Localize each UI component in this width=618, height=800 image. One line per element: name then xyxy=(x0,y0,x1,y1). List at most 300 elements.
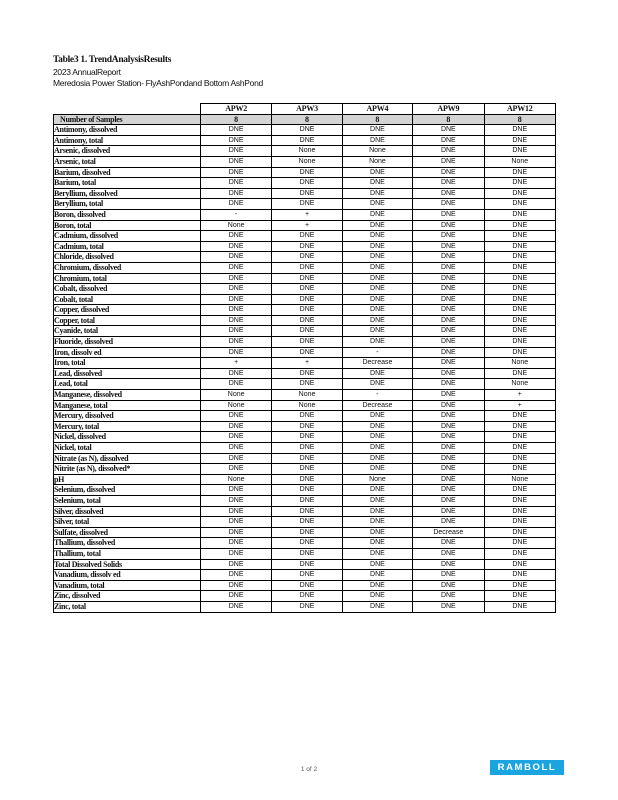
trend-result-cell: DNE xyxy=(200,432,271,443)
trend-result-cell: DNE xyxy=(413,421,484,432)
trend-result-cell: DNE xyxy=(200,411,271,422)
trend-result-cell: Decrease xyxy=(413,527,484,538)
trend-result-cell: DNE xyxy=(200,146,271,157)
trend-result-cell: DNE xyxy=(413,390,484,401)
parameter-label: Selenium, total xyxy=(54,495,201,506)
trend-result-cell: DNE xyxy=(342,506,412,517)
table-row xyxy=(54,241,556,252)
parameter-label: Lead, dissolved xyxy=(54,368,201,379)
table-row xyxy=(54,527,556,538)
trend-result-cell: DNE xyxy=(200,517,271,528)
parameter-label: Boron, dissolved xyxy=(54,209,201,220)
trend-result-cell: DNE xyxy=(200,453,271,464)
trend-result-cell: None xyxy=(200,390,271,401)
trend-result-cell: DNE xyxy=(342,368,412,379)
document-header xyxy=(53,55,263,90)
parameter-label: Beryllium, dissolved xyxy=(54,188,201,199)
table-row xyxy=(54,156,556,167)
trend-result-cell: DNE xyxy=(200,601,271,612)
trend-result-cell: None xyxy=(200,474,271,485)
trend-result-cell: DNE xyxy=(272,231,342,242)
trend-result-cell: DNE xyxy=(484,284,555,295)
trend-result-cell: DNE xyxy=(272,273,342,284)
trend-result-cell: DNE xyxy=(413,559,484,570)
table-row xyxy=(54,178,556,189)
trend-result-cell: DNE xyxy=(484,294,555,305)
well-header: APW2 xyxy=(200,104,271,115)
trend-result-cell: DNE xyxy=(342,548,412,559)
parameter-label: Iron, total xyxy=(54,358,201,369)
parameter-label: Nitrite (as N), dissolved* xyxy=(54,464,201,475)
trend-result-cell: DNE xyxy=(342,209,412,220)
trend-result-cell: DNE xyxy=(484,570,555,581)
trend-result-cell: DNE xyxy=(272,591,342,602)
trend-result-cell: DNE xyxy=(272,199,342,210)
trend-result-cell: DNE xyxy=(272,135,342,146)
trend-result-cell: DNE xyxy=(413,252,484,263)
parameter-label: Antimony, total xyxy=(54,135,201,146)
trend-result-cell: DNE xyxy=(484,135,555,146)
trend-result-cell: DNE xyxy=(272,411,342,422)
parameter-label: Chromium, total xyxy=(54,273,201,284)
trend-result-cell: DNE xyxy=(413,315,484,326)
trend-result-cell: DNE xyxy=(200,443,271,454)
trend-result-cell: DNE xyxy=(413,262,484,273)
trend-result-cell: DNE xyxy=(413,538,484,549)
parameter-label: Barium, dissolved xyxy=(54,167,201,178)
trend-result-cell: DNE xyxy=(200,548,271,559)
table-row xyxy=(54,570,556,581)
table-row xyxy=(54,474,556,485)
trend-result-cell: DNE xyxy=(413,220,484,231)
parameter-label: Selenium, dissolved xyxy=(54,485,201,496)
trend-result-cell: None xyxy=(484,156,555,167)
trend-result-cell: DNE xyxy=(484,199,555,210)
parameter-label: Copper, total xyxy=(54,315,201,326)
trend-result-cell: DNE xyxy=(342,559,412,570)
parameter-label: Vanadium, dissolv ed xyxy=(54,570,201,581)
trend-result-cell: DNE xyxy=(342,188,412,199)
trend-result-cell: DNE xyxy=(413,358,484,369)
parameter-label: Copper, dissolved xyxy=(54,305,201,316)
trend-result-cell: DNE xyxy=(413,464,484,475)
trend-result-cell: DNE xyxy=(272,125,342,136)
trend-result-cell: DNE xyxy=(484,315,555,326)
trend-result-cell: DNE xyxy=(413,156,484,167)
table-row xyxy=(54,421,556,432)
trend-result-cell: DNE xyxy=(272,432,342,443)
trend-result-cell: DNE xyxy=(200,241,271,252)
table-title: Table3 1. TrendAnalysisResults xyxy=(53,55,172,65)
table-row xyxy=(54,231,556,242)
trend-result-cell: DNE xyxy=(272,379,342,390)
trend-result-cell: DNE xyxy=(413,591,484,602)
table-row xyxy=(54,506,556,517)
trend-result-cell: DNE xyxy=(200,284,271,295)
trend-result-cell: DNE xyxy=(413,347,484,358)
trend-result-cell: DNE xyxy=(342,125,412,136)
parameter-label: Chromium, dissolved xyxy=(54,262,201,273)
trend-result-cell: DNE xyxy=(342,262,412,273)
trend-result-cell: DNE xyxy=(413,548,484,559)
trend-result-cell: None xyxy=(342,156,412,167)
table-row xyxy=(54,135,556,146)
trend-result-cell: DNE xyxy=(342,220,412,231)
trend-result-cell: None xyxy=(272,390,342,401)
parameter-label: Cobalt, dissolved xyxy=(54,284,201,295)
trend-result-cell: DNE xyxy=(342,432,412,443)
trend-result-cell: DNE xyxy=(272,305,342,316)
parameter-label: Antimony, dissolved xyxy=(54,125,201,136)
table-row xyxy=(54,601,556,612)
trend-result-cell: DNE xyxy=(342,305,412,316)
trend-result-cell: DNE xyxy=(200,294,271,305)
parameter-label: Nickel, total xyxy=(54,443,201,454)
page-number: 1 of 2 xyxy=(300,766,318,773)
trend-result-cell: None xyxy=(272,400,342,411)
table-row xyxy=(54,368,556,379)
parameter-label: Cadmium, dissolved xyxy=(54,231,201,242)
trend-result-cell: DNE xyxy=(484,231,555,242)
trend-result-cell: DNE xyxy=(413,199,484,210)
table-row xyxy=(54,432,556,443)
trend-result-cell: DNE xyxy=(484,146,555,157)
well-header: APW9 xyxy=(413,104,484,115)
trend-result-cell: DNE xyxy=(272,474,342,485)
trend-result-cell: DNE xyxy=(272,337,342,348)
trend-result-cell: DNE xyxy=(484,421,555,432)
trend-result-cell: DNE xyxy=(272,538,342,549)
parameter-label: Thallium, dissolved xyxy=(54,538,201,549)
table-row xyxy=(54,400,556,411)
trend-result-cell: DNE xyxy=(484,506,555,517)
trend-result-cell: DNE xyxy=(342,517,412,528)
trend-result-cell: DNE xyxy=(413,601,484,612)
trend-result-cell: DNE xyxy=(342,231,412,242)
trend-result-cell: DNE xyxy=(342,178,412,189)
trend-result-cell: DNE xyxy=(272,570,342,581)
header-corner xyxy=(54,104,201,115)
trend-result-cell: DNE xyxy=(342,167,412,178)
trend-result-cell: DNE xyxy=(272,347,342,358)
trend-result-cell: DNE xyxy=(200,347,271,358)
trend-result-cell: DNE xyxy=(200,527,271,538)
trend-result-cell: DNE xyxy=(200,591,271,602)
table-row xyxy=(54,167,556,178)
trend-result-cell: DNE xyxy=(272,527,342,538)
trend-result-cell: None xyxy=(342,146,412,157)
parameter-label: Barium, total xyxy=(54,178,201,189)
trend-result-cell: DNE xyxy=(200,167,271,178)
trend-result-cell: DNE xyxy=(272,326,342,337)
parameter-label: Zinc, total xyxy=(54,601,201,612)
trend-result-cell: DNE xyxy=(413,209,484,220)
sample-count-row xyxy=(54,114,556,125)
trend-result-cell: DNE xyxy=(200,199,271,210)
trend-result-cell: DNE xyxy=(484,125,555,136)
trend-result-cell: + xyxy=(200,358,271,369)
trend-result-cell: DNE xyxy=(200,305,271,316)
trend-result-cell: DNE xyxy=(413,273,484,284)
table-row xyxy=(54,485,556,496)
trend-result-cell: DNE xyxy=(342,315,412,326)
trend-result-cell: DNE xyxy=(413,135,484,146)
table-row xyxy=(54,443,556,454)
trend-result-cell: Decrease xyxy=(342,400,412,411)
trend-result-cell: DNE xyxy=(413,453,484,464)
table-row xyxy=(54,305,556,316)
trend-result-cell: DNE xyxy=(272,453,342,464)
trend-result-cell: DNE xyxy=(413,294,484,305)
trend-result-cell: DNE xyxy=(413,167,484,178)
parameter-label: Cadmium, total xyxy=(54,241,201,252)
trend-result-cell: None xyxy=(484,379,555,390)
trend-result-cell: DNE xyxy=(413,305,484,316)
trend-result-cell: - xyxy=(200,209,271,220)
trend-result-cell: DNE xyxy=(272,241,342,252)
parameter-label: Silver, dissolved xyxy=(54,506,201,517)
table-row xyxy=(54,262,556,273)
trend-result-cell: DNE xyxy=(200,337,271,348)
trend-result-cell: DNE xyxy=(413,379,484,390)
trend-result-cell: DNE xyxy=(413,580,484,591)
trend-result-cell: DNE xyxy=(484,273,555,284)
trend-result-cell: DNE xyxy=(272,188,342,199)
trend-result-cell: DNE xyxy=(413,146,484,157)
table-row xyxy=(54,199,556,210)
trend-result-cell: - xyxy=(342,347,412,358)
trend-result-cell: DNE xyxy=(342,284,412,295)
trend-result-cell: DNE xyxy=(200,538,271,549)
parameter-label: Arsenic, total xyxy=(54,156,201,167)
trend-result-cell: DNE xyxy=(342,294,412,305)
trend-result-cell: DNE xyxy=(413,474,484,485)
trend-result-cell: DNE xyxy=(200,273,271,284)
trend-result-cell: DNE xyxy=(342,326,412,337)
trend-result-cell: DNE xyxy=(200,506,271,517)
trend-result-cell: DNE xyxy=(342,485,412,496)
table-row xyxy=(54,326,556,337)
trend-result-cell: DNE xyxy=(342,199,412,210)
trend-result-cell: DNE xyxy=(272,284,342,295)
table-row xyxy=(54,146,556,157)
trend-result-cell: DNE xyxy=(413,231,484,242)
trend-result-cell: DNE xyxy=(413,337,484,348)
trend-result-cell: DNE xyxy=(484,241,555,252)
trend-result-cell: DNE xyxy=(484,188,555,199)
trend-result-cell: DNE xyxy=(272,368,342,379)
trend-result-cell: DNE xyxy=(484,464,555,475)
trend-result-cell: DNE xyxy=(272,580,342,591)
trend-result-cell: DNE xyxy=(484,580,555,591)
parameter-label: Total Dissolved Solids xyxy=(54,559,201,570)
parameter-label: Fluoride, dissolved xyxy=(54,337,201,348)
parameter-label: Nitrate (as N), dissolved xyxy=(54,453,201,464)
table-row xyxy=(54,517,556,528)
trend-result-cell: DNE xyxy=(272,262,342,273)
trend-result-cell: DNE xyxy=(342,273,412,284)
trend-result-cell: DNE xyxy=(484,262,555,273)
sample-count: 8 xyxy=(272,114,342,125)
trend-result-cell: DNE xyxy=(272,506,342,517)
trend-result-cell: DNE xyxy=(342,411,412,422)
trend-result-cell: DNE xyxy=(413,400,484,411)
trend-result-cell: DNE xyxy=(342,538,412,549)
trend-result-cell: DNE xyxy=(484,337,555,348)
ramboll-logo: RAMBOLL xyxy=(490,760,564,775)
trend-result-cell: DNE xyxy=(484,167,555,178)
site-name: Meredosia Power Station- FlyAshPondand Bottom AshPond xyxy=(53,78,263,88)
trend-result-cell: DNE xyxy=(200,156,271,167)
trend-result-cell: DNE xyxy=(272,167,342,178)
trend-result-cell: - xyxy=(342,390,412,401)
parameter-label: Nickel, dissolved xyxy=(54,432,201,443)
trend-result-cell: DNE xyxy=(342,135,412,146)
trend-result-cell: + xyxy=(484,400,555,411)
parameter-label: Beryllium, total xyxy=(54,199,201,210)
trend-result-cell: DNE xyxy=(484,368,555,379)
trend-result-cell: DNE xyxy=(413,188,484,199)
trend-result-cell: DNE xyxy=(484,538,555,549)
parameter-label: Lead, total xyxy=(54,379,201,390)
trend-result-cell: DNE xyxy=(272,548,342,559)
parameter-label: Cobalt, total xyxy=(54,294,201,305)
trend-result-cell: DNE xyxy=(200,252,271,263)
trend-result-cell: DNE xyxy=(342,443,412,454)
table-row xyxy=(54,538,556,549)
parameter-label: Mercury, total xyxy=(54,421,201,432)
trend-result-cell: DNE xyxy=(342,591,412,602)
trend-result-cell: DNE xyxy=(342,379,412,390)
trend-result-cell: DNE xyxy=(484,326,555,337)
well-header-row xyxy=(54,104,556,115)
trend-result-cell: DNE xyxy=(200,315,271,326)
trend-result-cell: DNE xyxy=(200,368,271,379)
trend-result-cell: DNE xyxy=(484,305,555,316)
trend-result-cell: DNE xyxy=(484,591,555,602)
trend-result-cell: DNE xyxy=(272,421,342,432)
trend-result-cell: DNE xyxy=(272,464,342,475)
trend-result-cell: DNE xyxy=(272,601,342,612)
trend-result-cell: None xyxy=(342,474,412,485)
trend-result-cell: DNE xyxy=(484,527,555,538)
trend-result-cell: DNE xyxy=(484,559,555,570)
trend-result-cell: DNE xyxy=(342,337,412,348)
trend-table-body xyxy=(54,125,556,612)
parameter-label: Chloride, dissolved xyxy=(54,252,201,263)
trend-result-cell: DNE xyxy=(413,125,484,136)
sample-count-label: Number of Samples xyxy=(54,114,201,125)
parameter-label: Thallium, total xyxy=(54,548,201,559)
trend-result-cell: DNE xyxy=(484,517,555,528)
trend-result-cell: None xyxy=(200,220,271,231)
trend-result-cell: DNE xyxy=(413,326,484,337)
trend-result-cell: DNE xyxy=(200,495,271,506)
parameter-label: pH xyxy=(54,474,201,485)
trend-result-cell: DNE xyxy=(200,379,271,390)
trend-result-cell: DNE xyxy=(413,570,484,581)
trend-result-cell: DNE xyxy=(342,241,412,252)
well-header: APW4 xyxy=(342,104,412,115)
trend-result-cell: + xyxy=(272,220,342,231)
trend-result-cell: DNE xyxy=(413,485,484,496)
trend-result-cell: DNE xyxy=(272,178,342,189)
trend-result-cell: DNE xyxy=(200,262,271,273)
trend-result-cell: DNE xyxy=(484,432,555,443)
trend-result-cell: DNE xyxy=(484,453,555,464)
table-row xyxy=(54,273,556,284)
trend-result-cell: DNE xyxy=(272,517,342,528)
trend-result-cell: DNE xyxy=(200,421,271,432)
table-row xyxy=(54,559,556,570)
trend-result-cell: DNE xyxy=(342,495,412,506)
trend-result-cell: DNE xyxy=(413,443,484,454)
trend-result-cell: DNE xyxy=(272,559,342,570)
table-row xyxy=(54,347,556,358)
parameter-label: Silver, total xyxy=(54,517,201,528)
trend-result-cell: DNE xyxy=(200,178,271,189)
trend-result-cell: DNE xyxy=(484,252,555,263)
sample-count: 8 xyxy=(413,114,484,125)
parameter-label: Manganese, total xyxy=(54,400,201,411)
trend-result-cell: DNE xyxy=(200,326,271,337)
parameter-label: Vanadium, total xyxy=(54,580,201,591)
table-row xyxy=(54,125,556,136)
well-header: APW12 xyxy=(484,104,555,115)
trend-result-cell: + xyxy=(484,390,555,401)
trend-result-cell: DNE xyxy=(413,241,484,252)
table-row xyxy=(54,390,556,401)
trend-result-cell: DNE xyxy=(200,580,271,591)
trend-result-cell: DNE xyxy=(413,368,484,379)
trend-result-cell: DNE xyxy=(413,411,484,422)
trend-result-cell: DNE xyxy=(200,135,271,146)
trend-result-cell: DNE xyxy=(413,517,484,528)
trend-result-cell: None xyxy=(484,358,555,369)
well-header: APW3 xyxy=(272,104,342,115)
table-row xyxy=(54,453,556,464)
trend-result-cell: DNE xyxy=(342,580,412,591)
trend-result-cell: DNE xyxy=(200,231,271,242)
trend-result-cell: + xyxy=(272,209,342,220)
trend-result-cell: DNE xyxy=(484,220,555,231)
trend-result-cell: DNE xyxy=(200,570,271,581)
sample-count: 8 xyxy=(484,114,555,125)
table-row xyxy=(54,548,556,559)
parameter-label: Arsenic, dissolved xyxy=(54,146,201,157)
parameter-label: Zinc, dissolved xyxy=(54,591,201,602)
table-row xyxy=(54,495,556,506)
trend-result-cell: DNE xyxy=(484,178,555,189)
trend-result-cell: DNE xyxy=(413,432,484,443)
trend-result-cell: DNE xyxy=(342,252,412,263)
trend-result-cell: DNE xyxy=(342,421,412,432)
trend-result-cell: DNE xyxy=(200,559,271,570)
trend-result-cell: DNE xyxy=(200,125,271,136)
trend-result-cell: DNE xyxy=(200,485,271,496)
trend-result-cell: DNE xyxy=(484,209,555,220)
table-row xyxy=(54,337,556,348)
trend-result-cell: DNE xyxy=(272,315,342,326)
trend-result-cell: DNE xyxy=(200,464,271,475)
parameter-label: Sulfate, dissolved xyxy=(54,527,201,538)
trend-result-cell: DNE xyxy=(484,601,555,612)
trend-result-cell: DNE xyxy=(342,570,412,581)
trend-result-cell: None xyxy=(484,474,555,485)
table-row xyxy=(54,252,556,263)
sample-count: 8 xyxy=(342,114,412,125)
sample-count: 8 xyxy=(200,114,271,125)
